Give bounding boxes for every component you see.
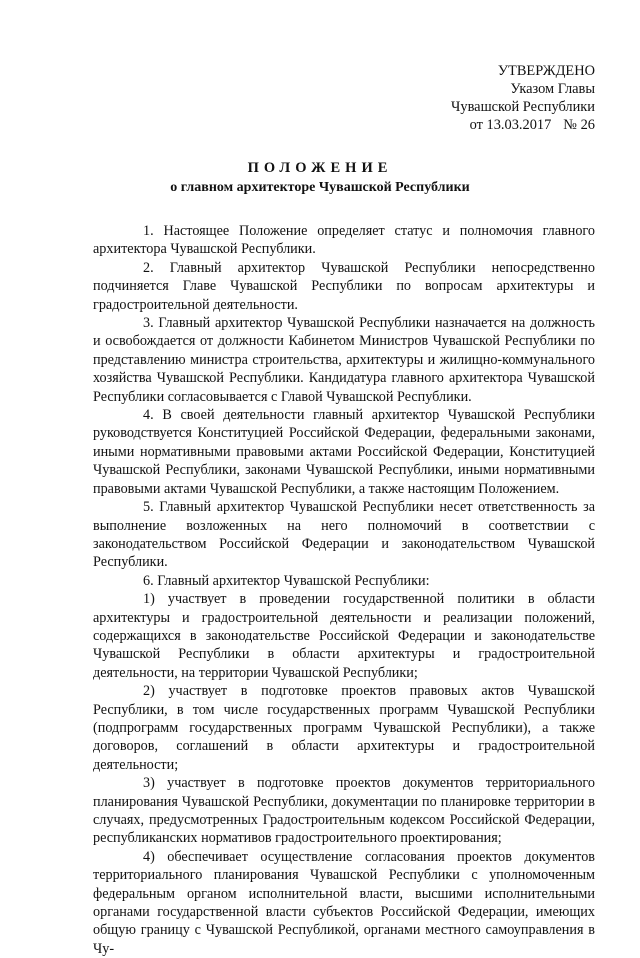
approval-line-approved: УТВЕРЖДЕНО [497, 63, 595, 79]
document-title: ПОЛОЖЕНИЕ [247, 160, 393, 176]
subparagraph-6-2: 2) участвует в подготовке проектов правовых актов Чувашской Республики, в том числе государственных программ Чувашской Республики (подпрограмм государственных программ Чувашской Республики), а также договоров, соглашений в области архитектуры и градостроительной деятельности; [93, 683, 595, 773]
approval-line-date-number [451, 116, 595, 134]
approval-stamp [451, 62, 595, 134]
subparagraph-6-3: 3) участвует в подготовке проектов документов территориального планирования Чувашской Республики, документации по планировке территории в случаях, предусмотренных Градостроительным кодексом Российской Федерации, республиканских нормативов градостроительного проектирования; [93, 775, 595, 847]
paragraph-3: 3. Главный архитектор Чувашской Республики назначается на должность и освобождается от должности Кабинетом Министров Чувашской Республики по представлению министра строительства, архитектуры и жилищно-коммунального хозяйства Чувашской Республики. Кандидатура главного архитектора Чувашской Республики согласовывается с Главой Чувашской Республики. [93, 315, 595, 405]
paragraph-6: 6. Главный архитектор Чувашской Республики: [143, 572, 430, 589]
subparagraph-6-1: 1) участвует в проведении государственной политики в области архитектуры и градостроительной деятельности и реализации положений, содержащихся в законодательстве Российской Федерации и законодательстве Чувашской Республики в области архитектуры и градостроительной деятельности, на территории Чувашской Республики; [93, 591, 595, 681]
paragraph-2: 2. Главный архитектор Чувашской Республики непосредственно подчиняется Главе Чувашской Республики по вопросам архитектуры и градостроительной деятельности. [93, 259, 595, 313]
paragraph-4: 4. В своей деятельности главный архитектор Чувашской Республики руководствуется Конституцией Российской Федерации, федеральными законами, иными нормативными правовыми актами Российской Федерации, Конституцией Чувашской Республики, законами Чувашской Республики, иными нормативными правовыми актами Чувашской Республики, а также настоящим Положением. [93, 407, 595, 497]
document-body [93, 222, 595, 958]
subparagraph-6-4: 4) обеспечивает осуществление согласования проектов документов территориального планирования Чувашской Республики с уполномоченным федеральным органом исполнительной власти, высшими исполнительными органами государственной власти субъектов Российской Федерации, имеющих общую границу с Чувашской Республикой, органами местного самоуправления в Чу- [93, 848, 595, 957]
approval-line-decree: Указом Главы [510, 81, 595, 97]
paragraph-1: 1. Настоящее Положение определяет статус и полномочия главного архитектора Чувашской Республики. [93, 223, 595, 258]
document-subtitle: о главном архитекторе Чувашской Республики [170, 180, 470, 195]
paragraph-5: 5. Главный архитектор Чувашской Республики несет ответственность за выполнение возложенных на него полномочий в соответствии с законодательством Российской Федерации и законодательством Чувашской Республики. [93, 499, 595, 571]
document-heading [0, 158, 640, 198]
approval-number: № 26 [563, 117, 595, 133]
approval-date: от 13.03.2017 [469, 117, 552, 133]
approval-line-republic: Чувашской Республики [451, 99, 595, 115]
